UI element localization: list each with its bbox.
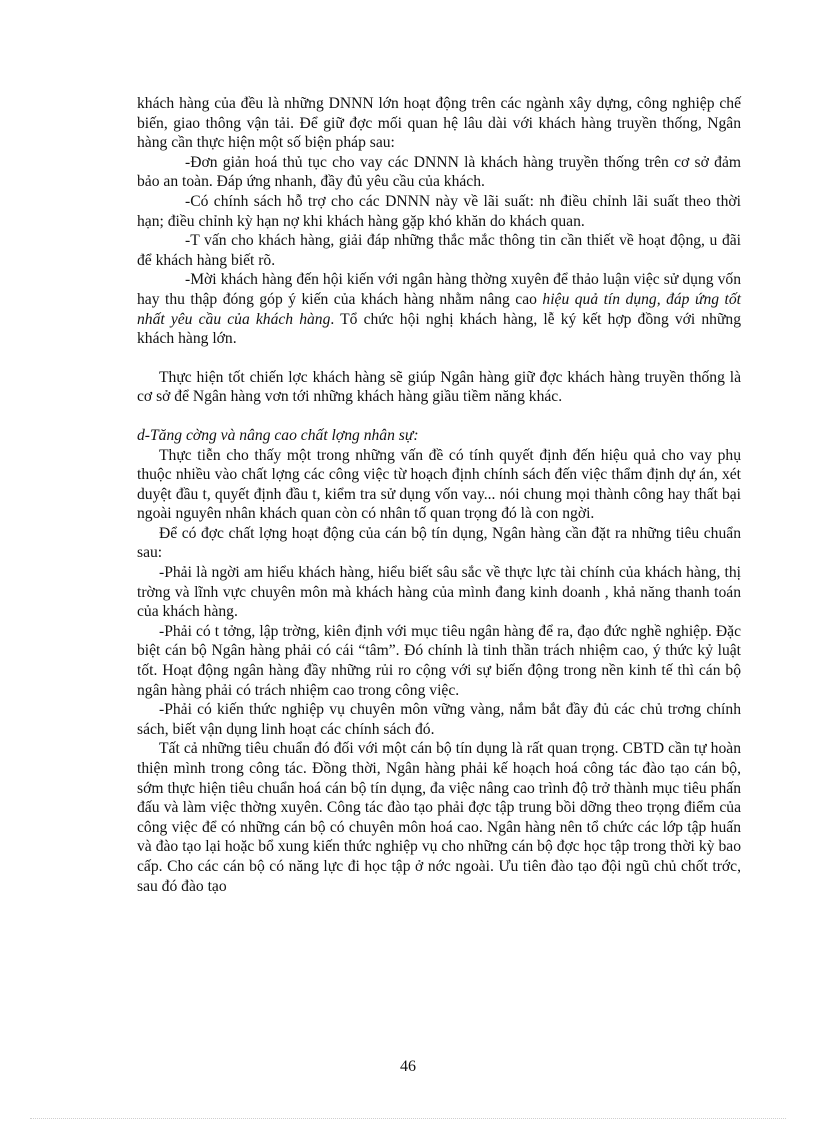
- paragraph-criterion-1: -Phải là ngời am hiểu khách hàng, hiểu biết sâu sắc về thực lực tài chính của khách hàng, thị trờng và lĩnh vực chuyên môn mà khách hàng của mình đang kinh doanh , khả năng thanh toán của khách hàng.: [137, 564, 741, 621]
- paragraph-measure-1: -Đơn giản hoá thủ tục cho vay các DNNN là khách hàng truyền thống trên cơ sở đảm bảo an toàn. Đáp ứng nhanh, đầy đủ yêu cầu của khách.: [137, 153, 741, 191]
- paragraph-intro: khách hàng của đều là những DNNN lớn hoạt động trên các ngành xây dựng, công nghiệp chế biến, giao thông vận tải. Để giữ đợc mối quan hệ lâu dài với khách hàng truyền thống, Ngân hàng cần thực hiện một số biện pháp sau:: [137, 95, 741, 152]
- paragraph-reality: Thực tiễn cho thấy một trong những vấn đề có tính quyết định đến hiệu quả cho vay phụ thuộc nhiều vào chất lợng các công việc từ hoạch định chính sách đến việc thẩm định dự án, xét duyệt đầu t, quyết định đầu t, kiểm tra sử dụng vốn vay... nói chung mọi thành công hay thất bại ngoài nguyên nhân khách quan còn có nhân tố quan trọng đó là con ngời.: [137, 446, 741, 523]
- measure-4-emphasis: hiệu quả tín dụng, đáp ứng tốt nhất yêu cầu của khách hàng: [137, 290, 741, 328]
- paragraph-measure-3: -T vấn cho khách hàng, giải đáp những thắc mắc thông tin cần thiết về hoạt động, u đãi để khách hàng biết rõ.: [137, 232, 741, 269]
- paragraph-criterion-3: -Phải có kiến thức nghiệp vụ chuyên môn vững vàng, nắm bắt đầy đủ các chủ trơng chính sách, biết vận dụng linh hoạt các chính sách đó.: [137, 701, 741, 738]
- paragraph-conclusion: Tất cả những tiêu chuẩn đó đối với một cán bộ tín dụng là rất quan trọng. CBTD cần tự hoàn thiện mình trong công tác. Đồng thời, Ngân hàng phải kế hoạch hoá công tác đào tạo cán bộ, sớm thực hiện tiêu chuẩn hoá cán bộ tín dụng, đa việc nâng cao trình độ trở thành mục tiêu phấn đấu và làm việc thờng xuyên. Công tác đào tạo phải đợc tập trung bồi dỡng theo trọng điểm của công việc để có những cán bộ có chuyên môn hoá cao. Ngân hàng nên tổ chức các lớp tập huấn và đào tạo lại hoặc bổ xung kiến thức nghiệp vụ cho những cán bộ đợc học tập trong thời kỳ bao cấp. Cho các cán bộ có năng lực đi học tập ở nớc ngoài. Ưu tiên đào tạo đội ngũ chủ chốt trớc, sau đó đào tạo: [137, 740, 741, 895]
- paragraph-criterion-2: -Phải có t tởng, lập trờng, kiên định với mục tiêu ngân hàng để ra, đạo đức nghề nghiệp. Đặc biệt cán bộ Ngân hàng phải có cái “tâm”. Đó chính là tinh thần trách nhiệm cao, ý thức kỷ luật tốt. Hoạt động ngân hàng đầy những rủi ro cộng với sự biến động trong nền kinh tế thì cán bộ ngân hàng phải có trách nhiệm cao trong công việc.: [137, 622, 741, 699]
- paragraph-standards: Để có đợc chất lợng hoạt động của cán bộ tín dụng, Ngân hàng cần đặt ra những tiêu chuẩn sau:: [137, 524, 741, 562]
- paragraph-measure-2: -Có chính sách hỗ trợ cho các DNNN này về lãi suất: nh điều chỉnh lãi suất theo thời hạn; điều chỉnh kỳ hạn nợ khi khách hàng gặp khó khăn do khách quan.: [137, 192, 741, 230]
- document-body: [137, 94, 741, 896]
- paragraph-measure-4: [137, 270, 741, 348]
- footer-divider: [30, 1118, 786, 1119]
- section-heading: d-Tăng cờng và nâng cao chất lợng nhân sự:: [137, 426, 419, 444]
- measure-4-text: -Mời khách hàng đến hội kiến với ngân hàng thờng xuyên để thảo luận việc sử dụng vốn hay thu thập đóng góp ý kiến của khách hàng nhằm nâng cao: [137, 271, 741, 308]
- paragraph-strategy: Thực hiện tốt chiến lợc khách hàng sẽ giúp Ngân hàng giữ đợc khách hàng truyền thống là cơ sở để Ngân hàng vơn tới những khách hàng giầu tiềm năng khác.: [137, 368, 741, 406]
- page-number: 46: [400, 1058, 416, 1075]
- measure-4-tail: . Tổ chức hội nghị khách hàng, lễ ký kết hợp đồng với những khách hàng lớn.: [137, 310, 741, 348]
